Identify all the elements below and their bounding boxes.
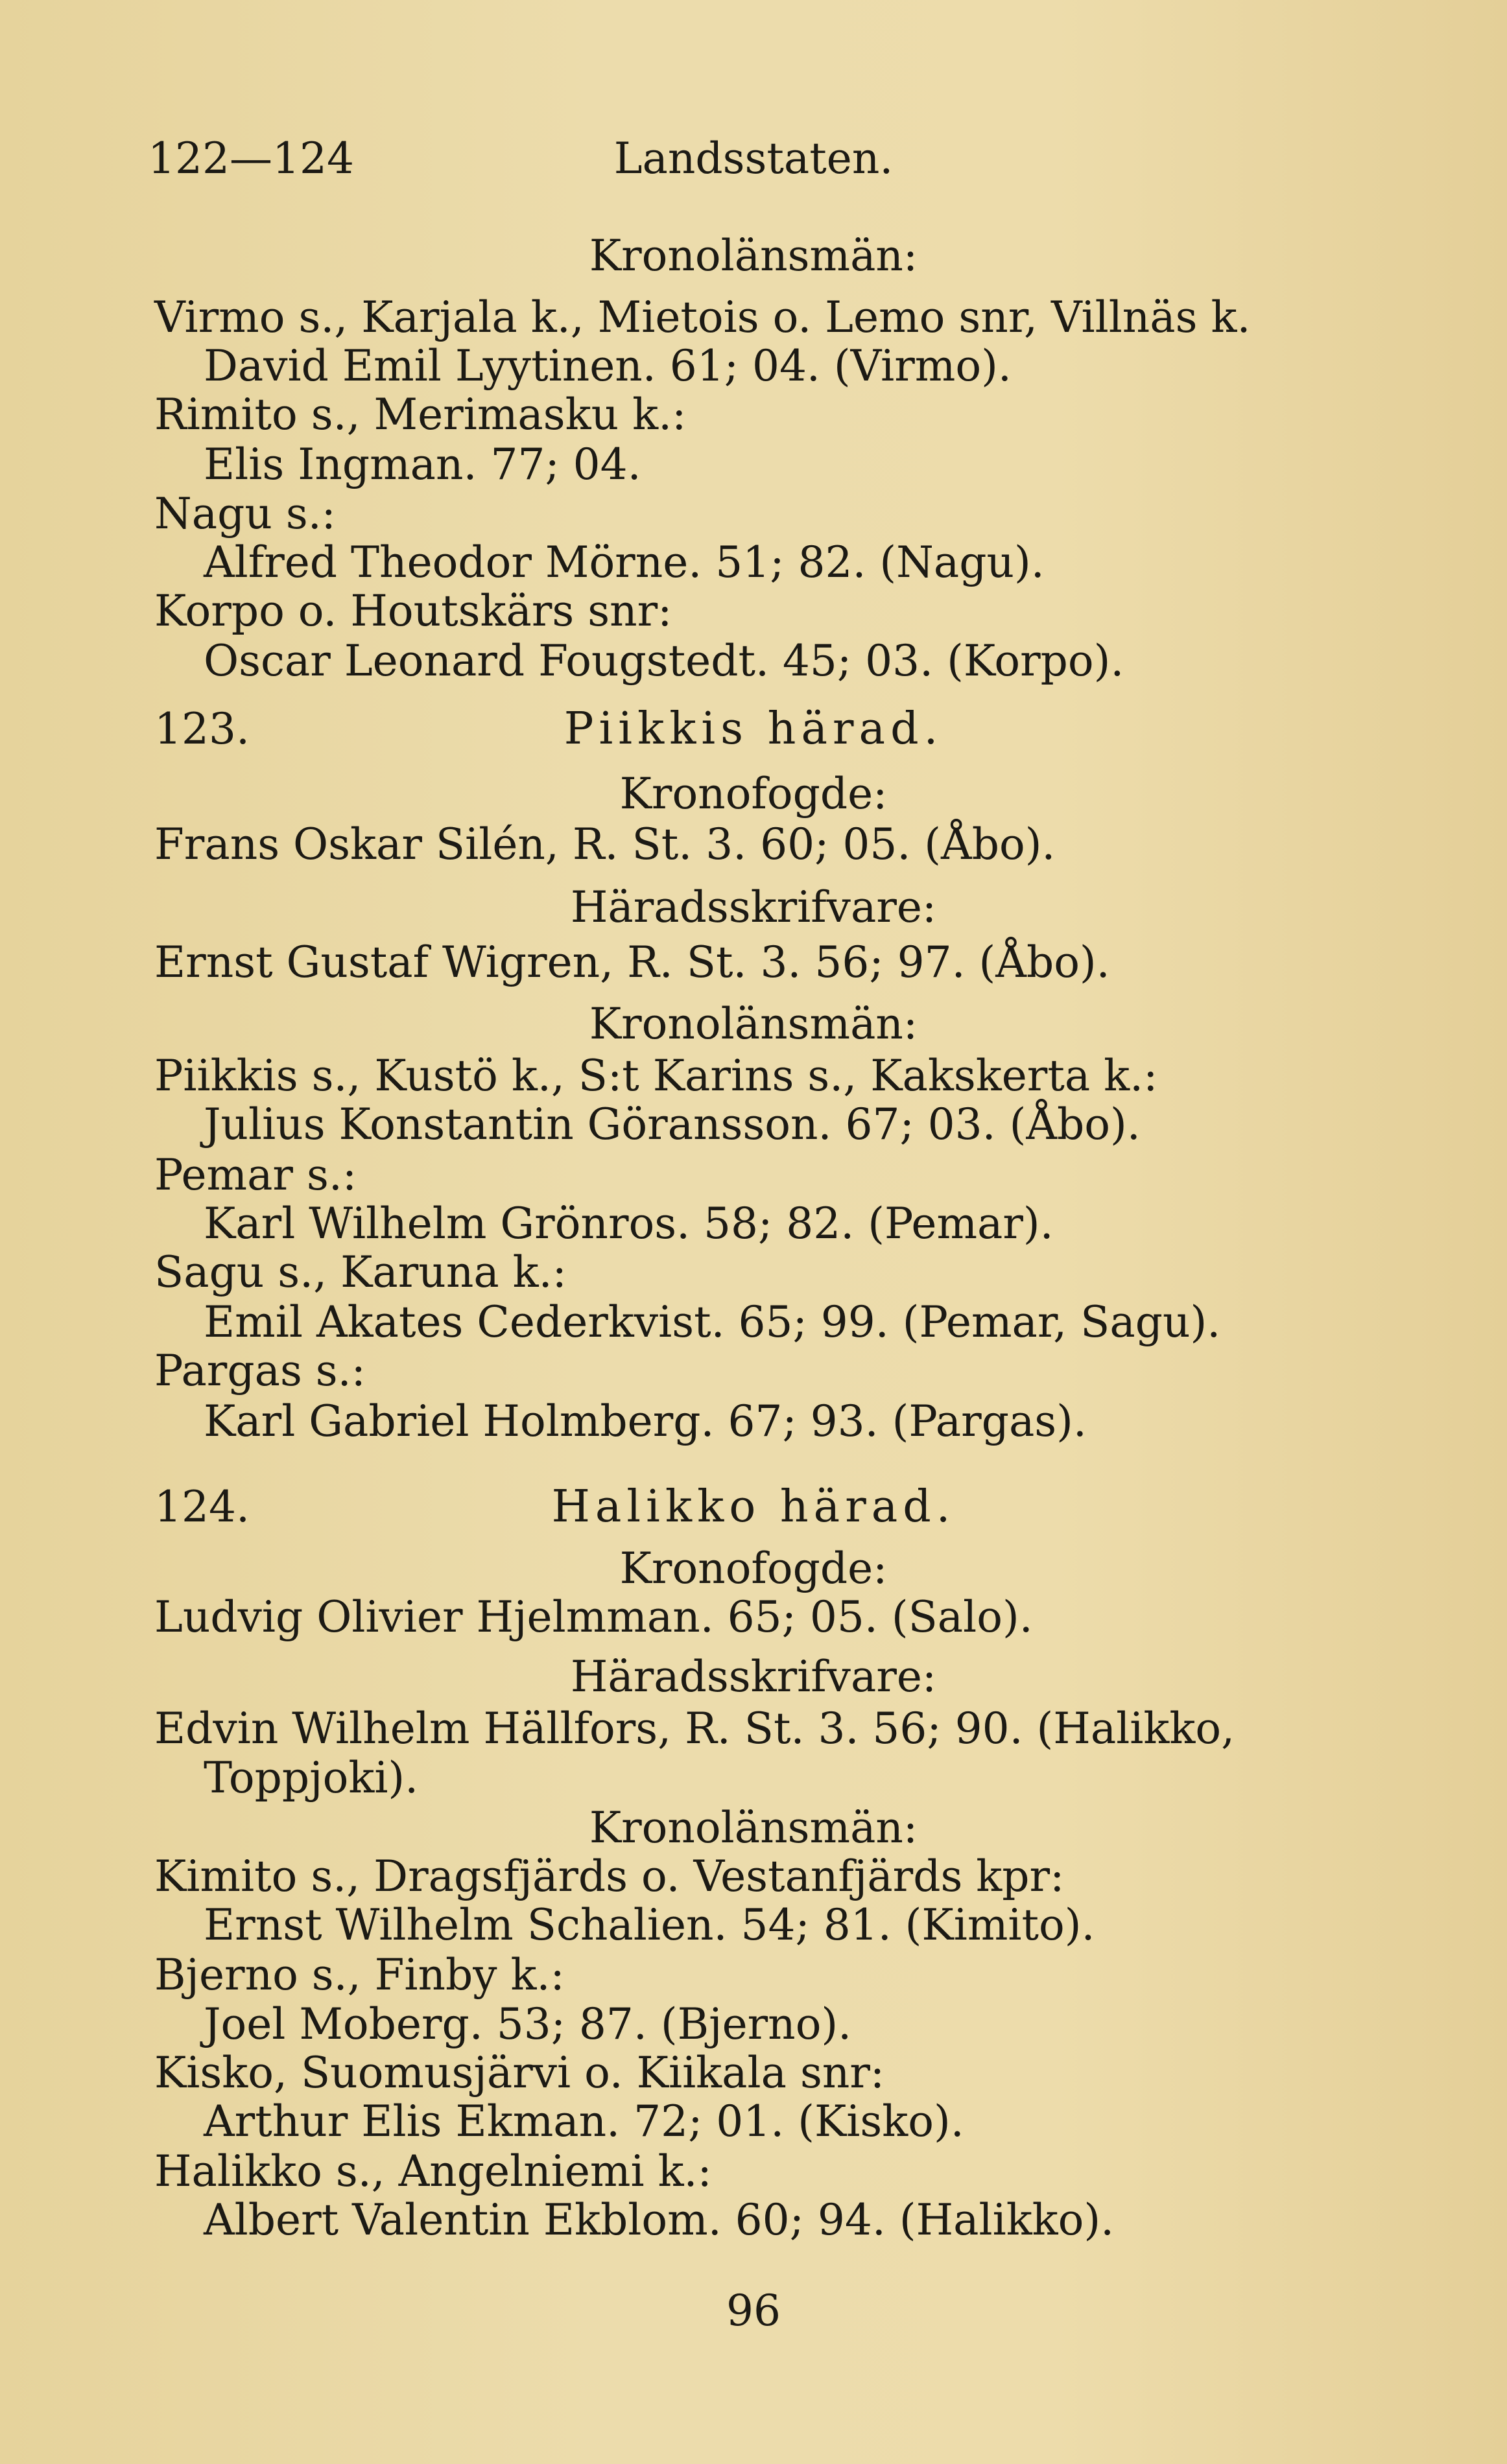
page-range: 122—124 (148, 134, 354, 183)
section-title: Halikko härad. (551, 1481, 956, 1532)
district-line: Korpo o. Houtskärs snr: (154, 586, 672, 636)
heading-kronolansman: Kronolänsmän: (589, 231, 918, 281)
heading-kronolansman: Kronolänsmän: (589, 999, 918, 1049)
official-line: Karl Wilhelm Grönros. 58; 82. (Pemar). (204, 1199, 1054, 1249)
section-number: 123. (154, 704, 250, 754)
heading-haradsskrivare: Häradsskrifvare: (570, 882, 937, 932)
kronofogde-entry: Ludvig Olivier Hjelmman. 65; 05. (Salo). (154, 1592, 1033, 1642)
official-line: Julius Konstantin Göransson. 67; 03. (Åbo). (204, 1099, 1141, 1149)
official-line: Arthur Elis Ekman. 72; 01. (Kisko). (204, 2096, 964, 2146)
official-line: Alfred Theodor Mörne. 51; 82. (Nagu). (204, 537, 1045, 587)
section-title: Piikkis härad. (564, 703, 943, 755)
district-line: Halikko s., Angelniemi k.: (154, 2146, 712, 2196)
heading-kronofogde: Kronofogde: (619, 769, 888, 819)
district-line: Kisko, Suomusjärvi o. Kiikala snr: (154, 2048, 885, 2098)
district-line: Sagu s., Karuna k.: (154, 1247, 567, 1297)
kronofogde-entry: Frans Oskar Silén, R. St. 3. 60; 05. (Åbo). (154, 819, 1056, 869)
official-line: Ernst Wilhelm Schalien. 54; 81. (Kimito). (204, 1900, 1095, 1950)
district-line: Kimito s., Dragsfjärds o. Vestanfjärds kpr: (154, 1851, 1065, 1901)
district-line: Piikkis s., Kustö k., S:t Karins s., Kakskerta k.: (154, 1051, 1158, 1101)
official-line: Albert Valentin Ekblom. 60; 94. (Halikko). (204, 2195, 1115, 2245)
district-line: Nagu s.: (154, 489, 336, 539)
district-line: Pargas s.: (154, 1346, 366, 1396)
heading-kronofogde: Kronofogde: (619, 1543, 888, 1593)
running-title: Landsstaten. (613, 134, 894, 183)
district-line: Virmo s., Karjala k., Mietois o. Lemo snr, Villnäs k. (154, 292, 1251, 342)
district-line: Rimito s., Merimasku k.: (154, 390, 687, 440)
district-line: Pemar s.: (154, 1150, 357, 1200)
haradsskrivare-entry: Edvin Wilhelm Hällfors, R. St. 3. 56; 90. (Halikko, (154, 1704, 1235, 1754)
haradsskrivare-entry: Ernst Gustaf Wigren, R. St. 3. 56; 97. (Åbo). (154, 937, 1110, 987)
haradsskrivare-entry-cont: Toppjoki). (204, 1753, 419, 1803)
official-line: Emil Akates Cederkvist. 65; 99. (Pemar, Sagu). (204, 1297, 1221, 1347)
official-line: Elis Ingman. 77; 04. (204, 440, 641, 489)
section-number: 124. (154, 1482, 250, 1532)
official-line: Karl Gabriel Holmberg. 67; 93. (Pargas). (204, 1396, 1087, 1446)
official-line: David Emil Lyytinen. 61; 04. (Virmo). (204, 341, 1012, 391)
heading-kronolansman: Kronolänsmän: (589, 1803, 918, 1853)
official-line: Oscar Leonard Fougstedt. 45; 03. (Korpo). (204, 636, 1124, 686)
page-number: 96 (726, 2286, 781, 2336)
heading-haradsskrivare: Häradsskrifvare: (570, 1652, 937, 1702)
official-line: Joel Moberg. 53; 87. (Bjerno). (204, 1999, 852, 2049)
district-line: Bjerno s., Finby k.: (154, 1950, 565, 2000)
